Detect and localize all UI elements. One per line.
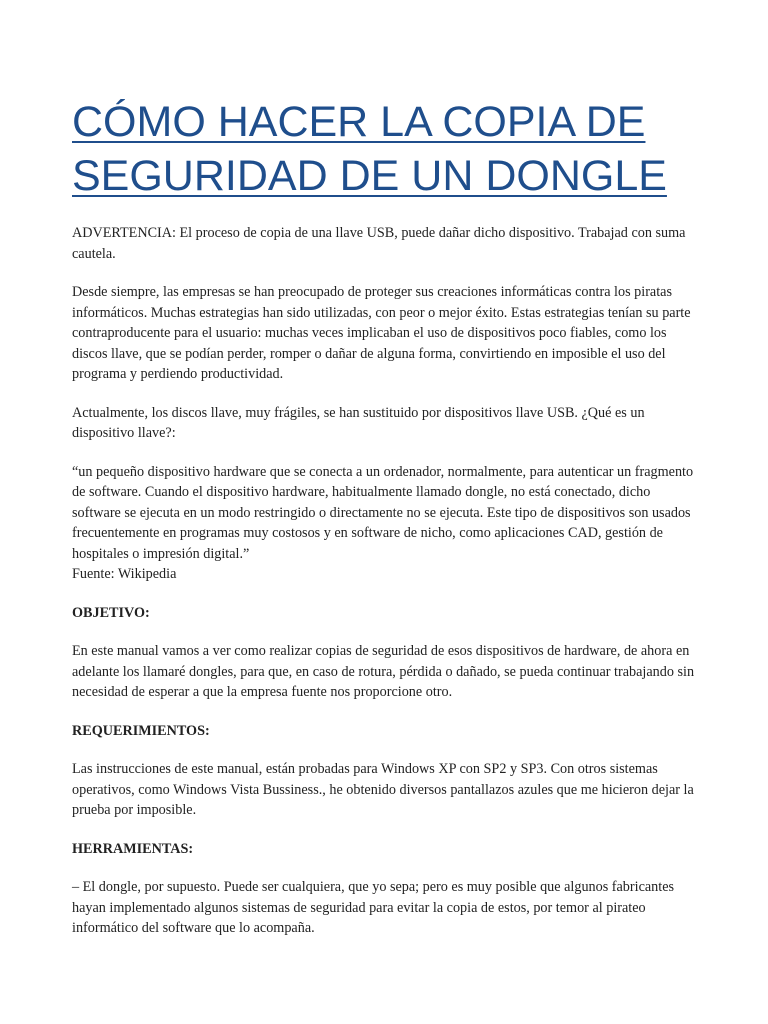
requirements-paragraph: Las instrucciones de este manual, están probadas para Windows XP con SP2 y SP3. Con otros sistemas operativos, como Windows Vista Bussiness., he obtenido diversos pantallazos azules que me hicieron dejar la prueba por imposible. [72, 761, 694, 818]
requirements-heading: REQUERIMIENTOS: [72, 722, 210, 739]
source-line: Fuente: Wikipedia [72, 566, 177, 582]
quote-paragraph: “un pequeño dispositivo hardware que se conecta a un ordenador, normalmente, para autenticar un fragmento de software. Cuando el dispositivo hardware, habitualmente llamado dongle, no está conectado, dicho software se ejecuta en un modo restringido o directamente no se ejecuta. Este tipo de dispositivos son usados frecuentemente en programas muy costosos y en software de nicho, como aplicaciones CAD, gestión de hospitales o impresión digital.” [72, 463, 694, 562]
document-title: CÓMO HACER LA COPIA DE SEGURIDAD DE UN DONGLE [72, 98, 667, 200]
objective-paragraph: En este manual vamos a ver como realizar copias de seguridad de esos dispositivos de hardware, de ahora en adelante los llamaré dongles, para que, en caso de rotura, pérdida o dañado, se pueda continuar trabajando sin necesidad de esperar a que la empresa fuente nos proporcione otro. [72, 643, 695, 700]
tools-heading: HERRAMIENTAS: [72, 840, 194, 857]
objective-heading: OBJETIVO: [72, 604, 150, 621]
document-page [72, 95, 698, 957]
tools-paragraph: – El dongle, por supuesto. Puede ser cualquiera, que yo sepa; pero es muy posible que algunos fabricantes hayan implementado algunos sistemas de seguridad para evitar la copia de estos, por temor al pirateo informático del software que lo acompaña. [72, 879, 675, 936]
current-paragraph: Actualmente, los discos llave, muy frágiles, se han sustituido por dispositivos llave USB. ¿Qué es un dispositivo llave?: [72, 404, 645, 441]
intro-paragraph: Desde siempre, las empresas se han preocupado de proteger sus creaciones informáticas contra los piratas informáticos. Muchas estrategias han sido utilizadas, con peor o mejor éxito. Estas estrategias tenían su parte contraproducente para el usuario: muchas veces implicaban el uso de dispositivos poco fiables, como los discos llave, que se podían perder, romper o dañar de alguna forma, convirtiendo en imposible el uso del programa y perdiendo productividad. [72, 284, 691, 382]
warning-paragraph: ADVERTENCIA: El proceso de copia de una llave USB, puede dañar dicho dispositivo. Trabajad con suma cautela. [72, 225, 686, 262]
